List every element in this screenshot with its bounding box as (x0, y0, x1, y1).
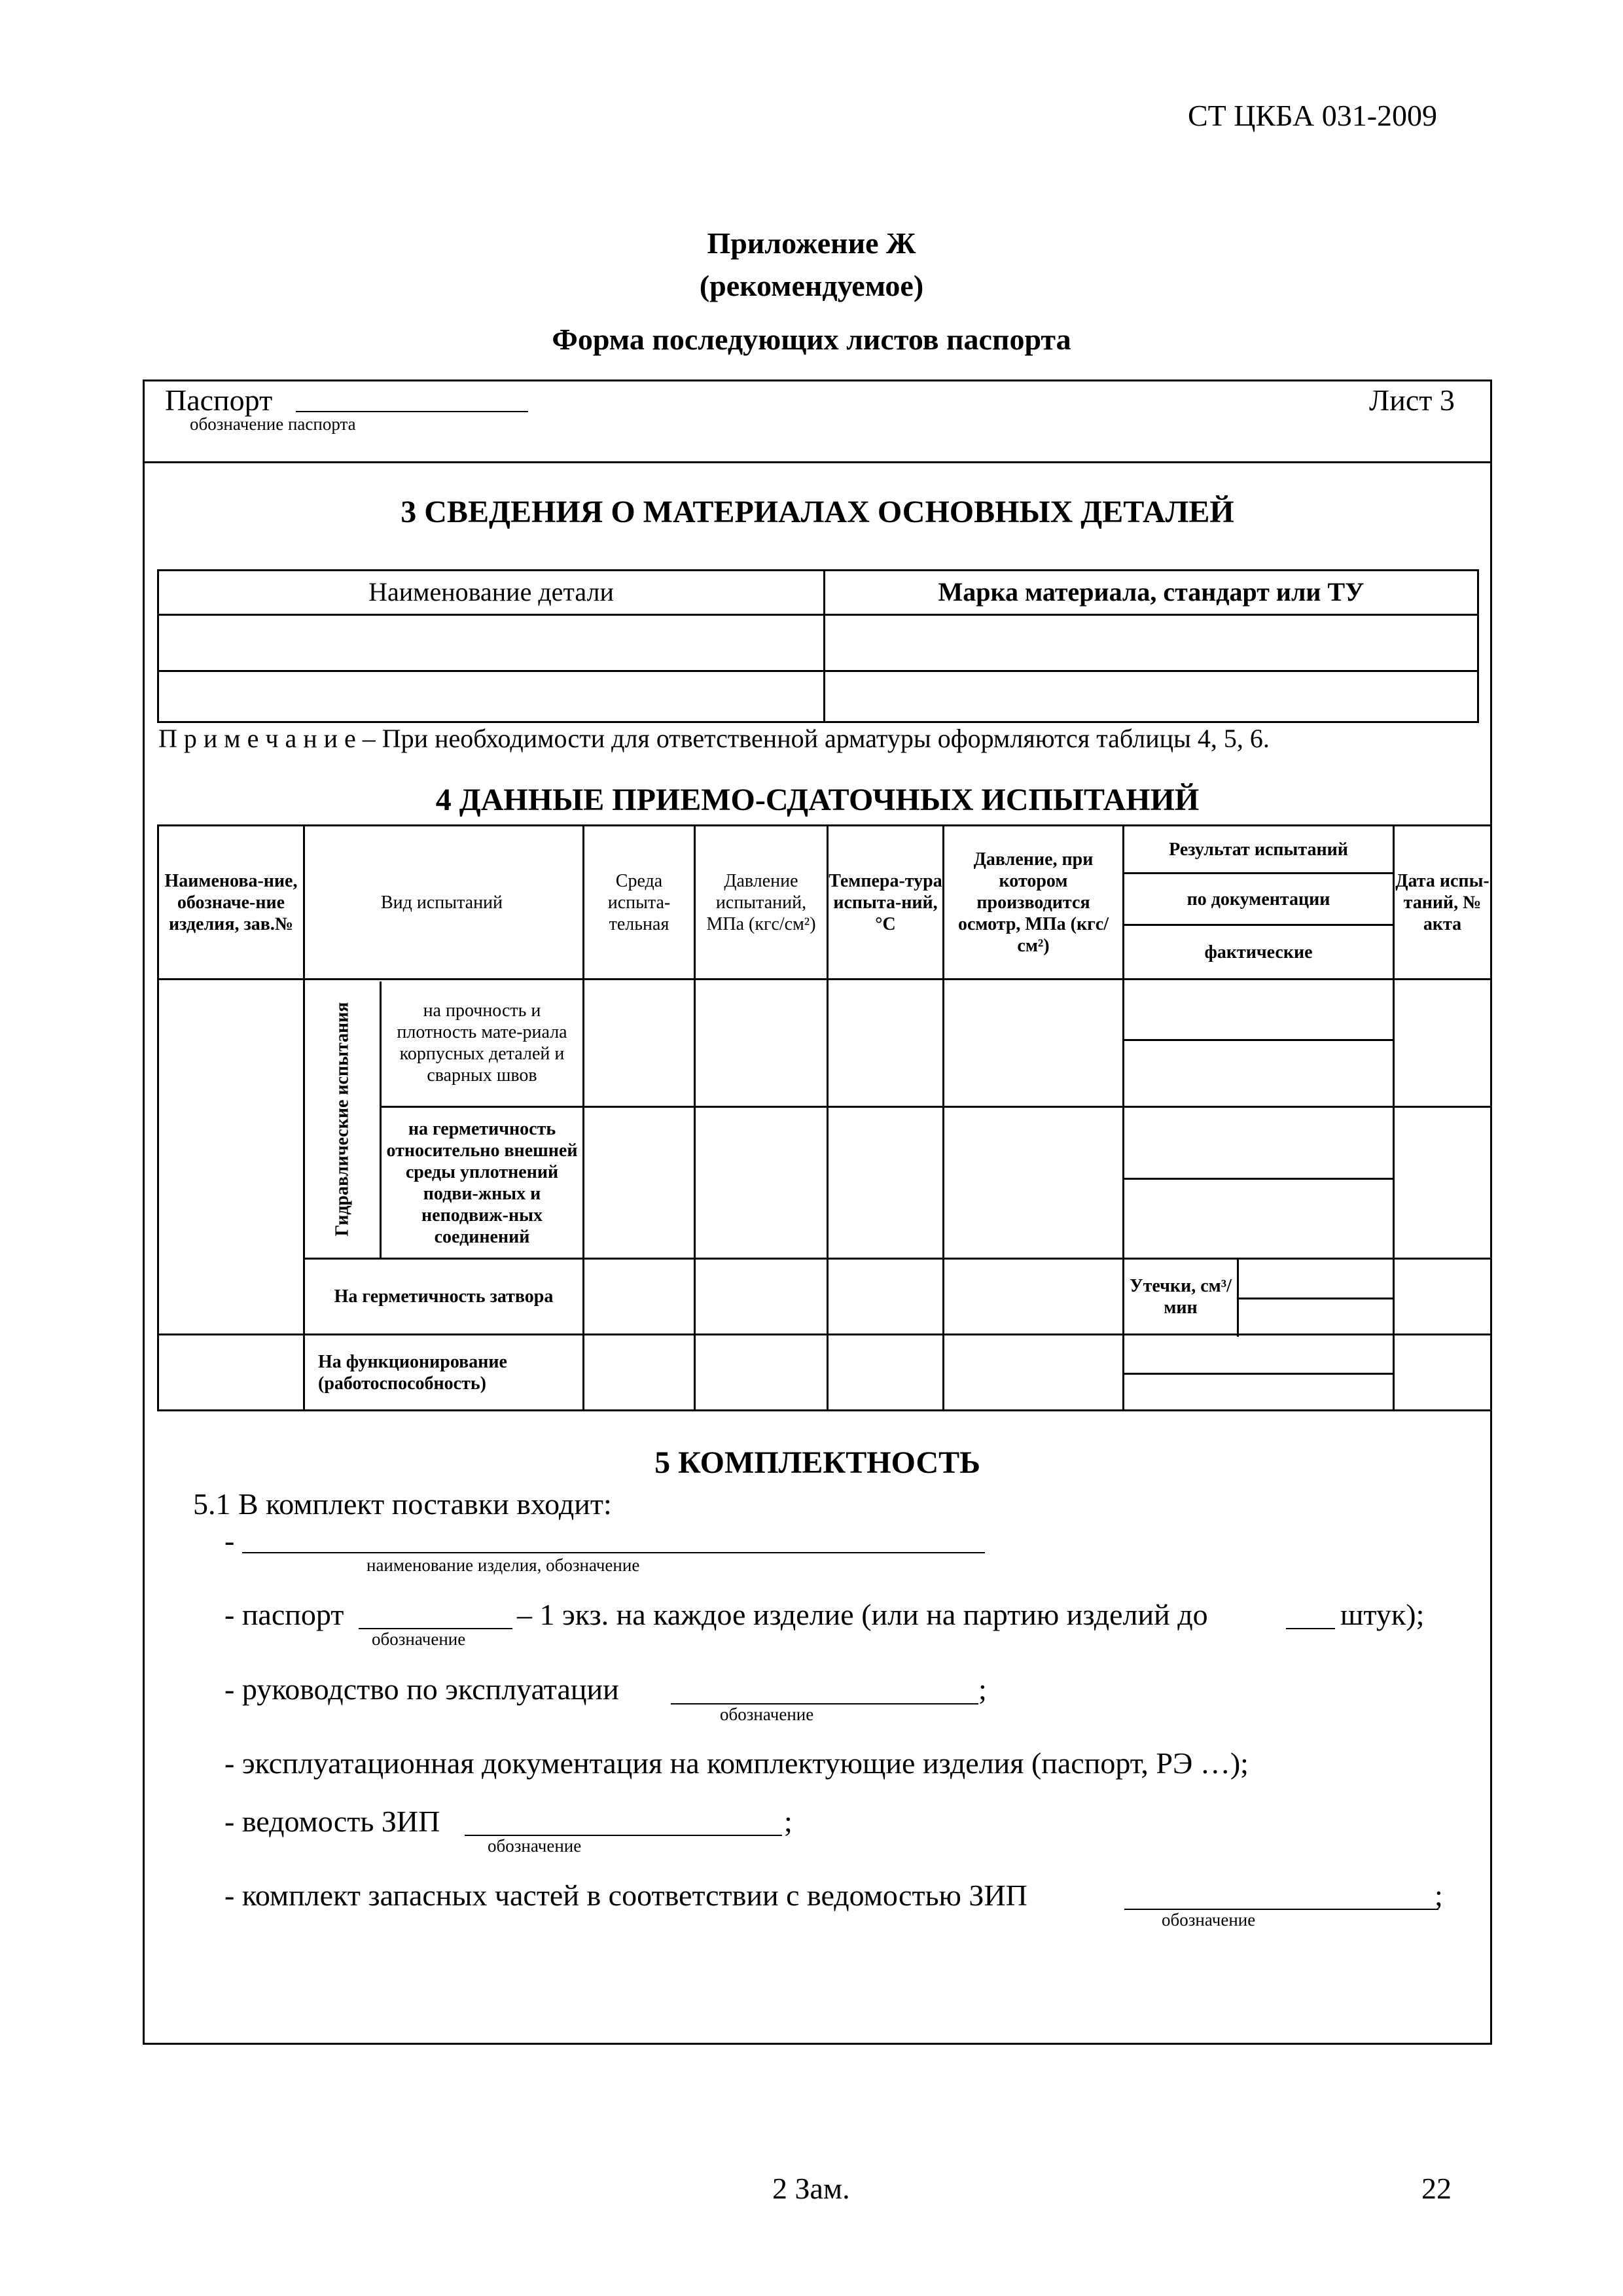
note-text: При необходимости для ответственной арматуры оформляются таблицы 4, 5, 6. (382, 724, 1270, 753)
row-function: На функционирование (работоспособность) (318, 1351, 507, 1394)
h-name: Наименова-ние, обозначе-ние изделия, зав.№ (164, 870, 298, 934)
zip-list-item: - ведомость ЗИП (224, 1805, 440, 1838)
passport-pieces: штук); (1340, 1598, 1425, 1631)
h-pressure: Давление испытаний, МПа (кгс/см²) (706, 870, 816, 934)
h-inspect: Давление, при котором производится осмотр, МПа (кгс/см²) (957, 849, 1109, 956)
passport-item: - паспорт (224, 1598, 344, 1631)
passport-caption: обозначение паспорта (190, 414, 356, 434)
passport-copies: – 1 экз. на каждое изделие (или на партию изделий до (517, 1598, 1208, 1631)
cap-oboz-2: обозначение (720, 1704, 814, 1724)
cap-oboz-1: обозначение (372, 1629, 466, 1649)
form-title: Форма последующих листов паспорта (552, 323, 1071, 356)
h-type: Вид испытаний (380, 892, 503, 913)
h-result: Результат испытаний (1169, 839, 1348, 860)
note (158, 723, 1270, 754)
row-strength: на прочность и плотность мате-риала корпусных деталей и сварных швов (397, 1000, 567, 1086)
col-part-name: Наименование детали (368, 576, 614, 607)
dash: - (224, 1524, 235, 1557)
semicolon-1: ; (978, 1672, 987, 1706)
appendix-title: Приложение Ж (707, 226, 916, 260)
supply-intro: 5.1 В комплект поставки входит: (193, 1487, 612, 1521)
h-by-doc: по документации (1186, 889, 1330, 910)
divider (143, 461, 1492, 463)
hydro-label: Гидравлические испытания (332, 1002, 353, 1236)
cap-oboz-3: обозначение (488, 1836, 582, 1856)
sheet-number: Лист 3 (1369, 383, 1455, 417)
cap-item: наименование изделия, обозначение (366, 1555, 640, 1575)
passport-label: Паспорт (165, 383, 273, 417)
col-material: Марка материала, стандарт или ТУ (938, 576, 1364, 607)
note-label: П р и м е ч а н и е – (158, 724, 376, 753)
semicolon-2: ; (784, 1805, 793, 1838)
semicolon-3: ; (1435, 1879, 1443, 1912)
appendix-subtitle: (рекомендуемое) (699, 269, 924, 302)
h-medium: Среда испыта-тельная (607, 870, 671, 934)
spare-kit-item: - комплект запасных частей в соответствии с ведомостью ЗИП (224, 1879, 1027, 1912)
page-number: 22 (1421, 2172, 1452, 2205)
leak-label: Утечки, см³/мин (1130, 1275, 1232, 1318)
h-date: Дата испы-таний, № акта (1395, 870, 1489, 934)
h-actual: фактические (1204, 942, 1313, 963)
manual-item: - руководство по эксплуатации (224, 1672, 619, 1706)
change-note: 2 Зам. (772, 2172, 850, 2205)
h-temp: Темпера-тура испыта-ний, °С (829, 870, 942, 934)
exp-docs-item: - эксплуатационная документация на комплектующие изделия (паспорт, РЭ …); (224, 1746, 1249, 1780)
section3-title: 3 СВЕДЕНИЯ О МАТЕРИАЛАХ ОСНОВНЫХ ДЕТАЛЕЙ (401, 495, 1234, 529)
passport-number-line (296, 411, 528, 412)
row-tightness: на герметичность относительно внешней среды уплотнений подви-жных и неподвиж-ных соединений (386, 1118, 578, 1247)
document-code: СТ ЦКБА 031-2009 (1188, 99, 1438, 132)
cap-oboz-4: обозначение (1162, 1910, 1256, 1930)
section4-title: 4 ДАННЫЕ ПРИЕМО-СДАТОЧНЫХ ИСПЫТАНИЙ (435, 783, 1200, 817)
row-seal: На герметичность затвора (334, 1286, 554, 1307)
section5-title: 5 КОМПЛЕКТНОСТЬ (654, 1445, 980, 1480)
